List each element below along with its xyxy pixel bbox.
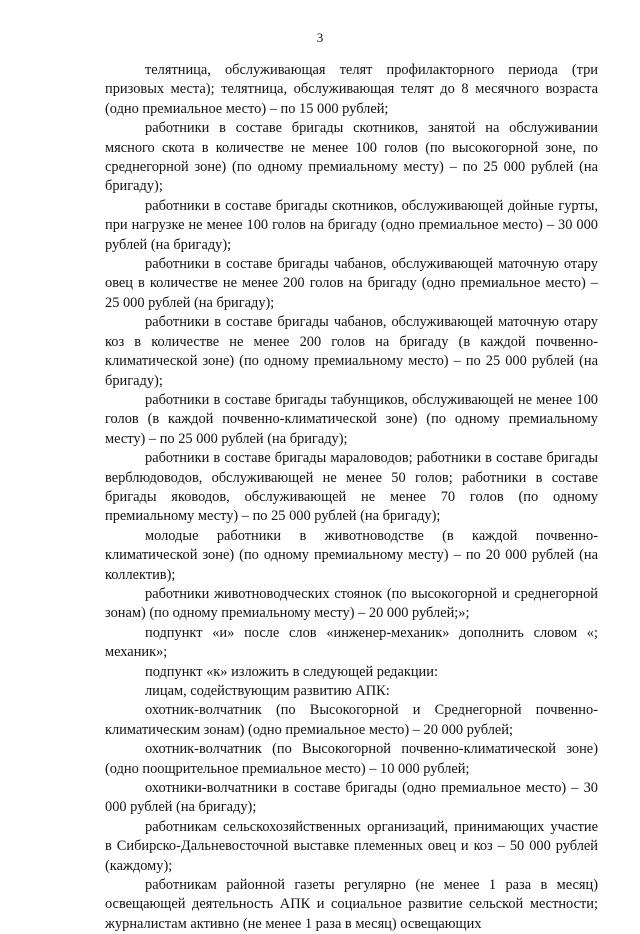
- paragraph: работники животноводческих стоянок (по высокогорной и среднегорной зонам) (по одному премиальному месту) – 20 000 рублей;»;: [105, 585, 598, 622]
- paragraph: работники в составе бригады мараловодов; работники в составе бригады верблюдоводов, обслуживающей не менее 50 голов; работники в составе бригады яководов, обслуживающей не менее 70 голов (по одному премиальному месту) – по 25 000 рублей (на бригаду);: [105, 450, 598, 525]
- paragraph: молодые работники в животноводстве (в каждой почвенно-климатической зоне) (по одному премиальному месту) – по 20 000 рублей (на коллектив);: [105, 527, 598, 583]
- paragraph: работники в составе бригады скотников, обслуживающей дойные гурты, при нагрузке не менее 100 голов на бригаду (одно премиальное место) – 30 000 рублей (на бригаду);: [105, 197, 598, 253]
- paragraph: охотник-волчатник (по Высокогорной почвенно-климатической зоне) (одно поощрительное премиальное место) – 10 000 рублей;: [105, 741, 598, 777]
- paragraph: работники в составе бригады чабанов, обслуживающей маточную отару коз в количестве не менее 200 голов на бригаду (в каждой почвенно-климатической зоне) (по одному премиальному место) – по 25 000 рублей (на бригаду);: [105, 314, 598, 389]
- document-body: [105, 61, 598, 934]
- paragraph: работники в составе бригады чабанов, обслуживающей маточную отару овец в количестве не менее 200 голов на бригаду (одно премиальное место) – 25 000 рублей (на бригаду);: [105, 256, 598, 311]
- paragraph: работники в составе бригады скотников, занятой на обслуживании мясного скота в количестве не менее 100 голов (по высокогорной зоне, по среднегорной зоне) (по одному премиальному месту) – по 25 000 рублей (на бригаду);: [105, 120, 598, 195]
- paragraph: работникам районной газеты регулярно (не менее 1 раза в месяц) освещающей деятельность АПК и социальное развитие сельской местности; журналистам активно (не менее 1 раза в месяц) освещающих: [105, 877, 598, 932]
- paragraph: подпункт «к» изложить в следующей редакции:: [145, 663, 438, 680]
- paragraph: охотник-волчатник (по Высокогорной и Среднегорной почвенно-климатическим зонам) (одно премиальное место) – 20 000 рублей;: [105, 702, 598, 738]
- paragraph: работники в составе бригады табунщиков, обслуживающей не менее 100 голов (в каждой почвенно-климатической зоне) (по одному премиальному месту) – по 25 000 рублей (на бригаду);: [105, 391, 598, 447]
- page-number: 3: [316, 30, 324, 45]
- paragraph: лицам, содействующим развитию АПК:: [145, 683, 390, 699]
- paragraph: телятница, обслуживающая телят профилакторного периода (три призовых места); телятница, обслуживающая телят до 8 месячного возраста (одно премиальное место) – по 15 000 рублей;: [105, 62, 598, 117]
- paragraph: охотники-волчатники в составе бригады (одно премиальное место) – 30 000 рублей (на бригаду);: [105, 780, 598, 816]
- paragraph: подпункт «и» после слов «инженер-механик» дополнить словом «; механик»;: [105, 624, 598, 661]
- paragraph: работникам сельскохозяйственных организаций, принимающих участие в Сибирско-Дальневосточной выставке племенных овец и коз – 50 000 рублей (каждому);: [105, 818, 598, 874]
